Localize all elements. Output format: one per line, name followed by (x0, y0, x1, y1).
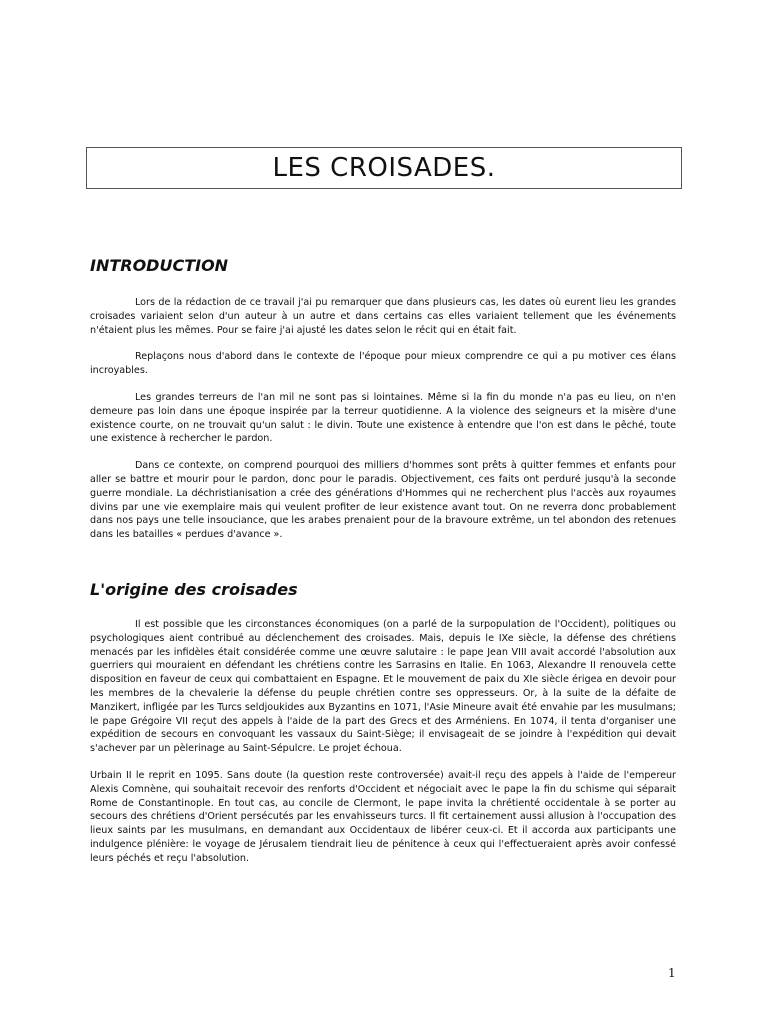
section-introduction (90, 296, 676, 555)
paragraph: Les grandes terreurs de l'an mil ne sont pas si lointaines. Même si la fin du monde n'a pas eu lieu, on n'en demeure pas loin dans une époque inspirée par la terreur quotidienne. A la violence des seigneurs et la misère d'une existence courte, on ne trouvait qu'un salut : le divin. Toute une existence à entendre que l'on est dans le pêché, toute une existence à rechercher le pardon. (90, 391, 676, 445)
paragraph: Il est possible que les circonstances économiques (on a parlé de la surpopulation de l'Occident), politiques ou psychologiques aient contribué au déclenchement des croisades. Mais, depuis le IXe siècle, la défense des chrétiens menacés par les infidèles était considérée comme une œuvre salutaire : le pape Jean VIII avait accordé l'absolution aux guerriers qui mouraient en défendant les chrétiens contre les Sarrasins en Italie. En 1063, Alexandre II renouvela cette disposition en faveur de ceux qui combattaient en Espagne. Et le mouvement de paix du XIe siècle érigea en devoir pour les membres de la chevalerie la défense du peuple chrétien contre ses oppresseurs. Or, à la suite de la défaite de Manzikert, infligée par les Turcs seldjoukides aux Byzantins en 1071, l'Asie Mineure avait été envahie par les musulmans; le pape Grégoire VII reçut des appels à l'aide de la part des Grecs et des Arméniens. En 1074, il tenta d'organiser une expédition de secours en convoquant les vassaux du Saint-Siège; il envisageait de se joindre à l'expédition qui devait s'achever par un pèlerinage au Saint-Sépulcre. Le projet échoua. (90, 619, 676, 755)
page-number: 1 (668, 966, 676, 980)
paragraph: Lors de la rédaction de ce travail j'ai pu remarquer que dans plusieurs cas, les dates où eurent lieu les grandes croisades variaient selon d'un auteur à un autre et dans certains cas elles variaient tellement que les événements n'étaient plus les mêmes. Pour se faire j'ai ajusté les dates selon le récit qui en était fait. (90, 297, 676, 336)
section-heading-introduction: INTRODUCTION (90, 256, 229, 275)
title-box (86, 147, 682, 189)
section-heading-origin: L'origine des croisades (90, 580, 298, 599)
document-title: LES CROISADES. (272, 153, 496, 183)
paragraph: Dans ce contexte, on comprend pourquoi des milliers d'hommes sont prêts à quitter femmes et enfants pour aller se battre et mourir pour le pardon, donc pour le paradis. Objectivement, ces faits ont perduré jusqu'à la seconde guerre mondiale. La déchristianisation a crée des générations d'Hommes qui ne recherchent plus l'accès aux royaumes divins par une vie exemplaire mais qui veulent profiter de leur existence avant tout. On ne reverra donc probablement dans nos pays une telle insouciance, que les arabes prenaient pour de la bravoure extrême, un tel abondon des retenues dans les batailles « perdues d'avance ». (90, 460, 676, 541)
paragraph: Replaçons nous d'abord dans le contexte de l'époque pour mieux comprendre ce qui a pu motiver ces élans incroyables. (90, 351, 676, 377)
section-origin (90, 618, 676, 879)
paragraph: Urbain II le reprit en 1095. Sans doute (la question reste controversée) avait-il reçu des appels à l'aide de l'empereur Alexis Comnène, qui souhaitait recevoir des renforts d'Occident et négociait avec le pape la fin du schisme qui séparait Rome de Constantinople. En tout cas, au concile de Clermont, le pape invita la chrétienté occidentale à se porter au secours des chrétiens d'Orient persécutés par les envahisseurs turcs. Il fit certainement aussi allusion à l'occupation des lieux saints par les musulmans, en demandant aux Occidentaux de libérer ceux-ci. Et il accorda aux participants une indulgence plénière: le voyage de Jérusalem tiendrait lieu de pénitence à ceux qui l'effectueraient après avoir confessé leurs péchés et reçu l'absolution. (90, 769, 676, 864)
